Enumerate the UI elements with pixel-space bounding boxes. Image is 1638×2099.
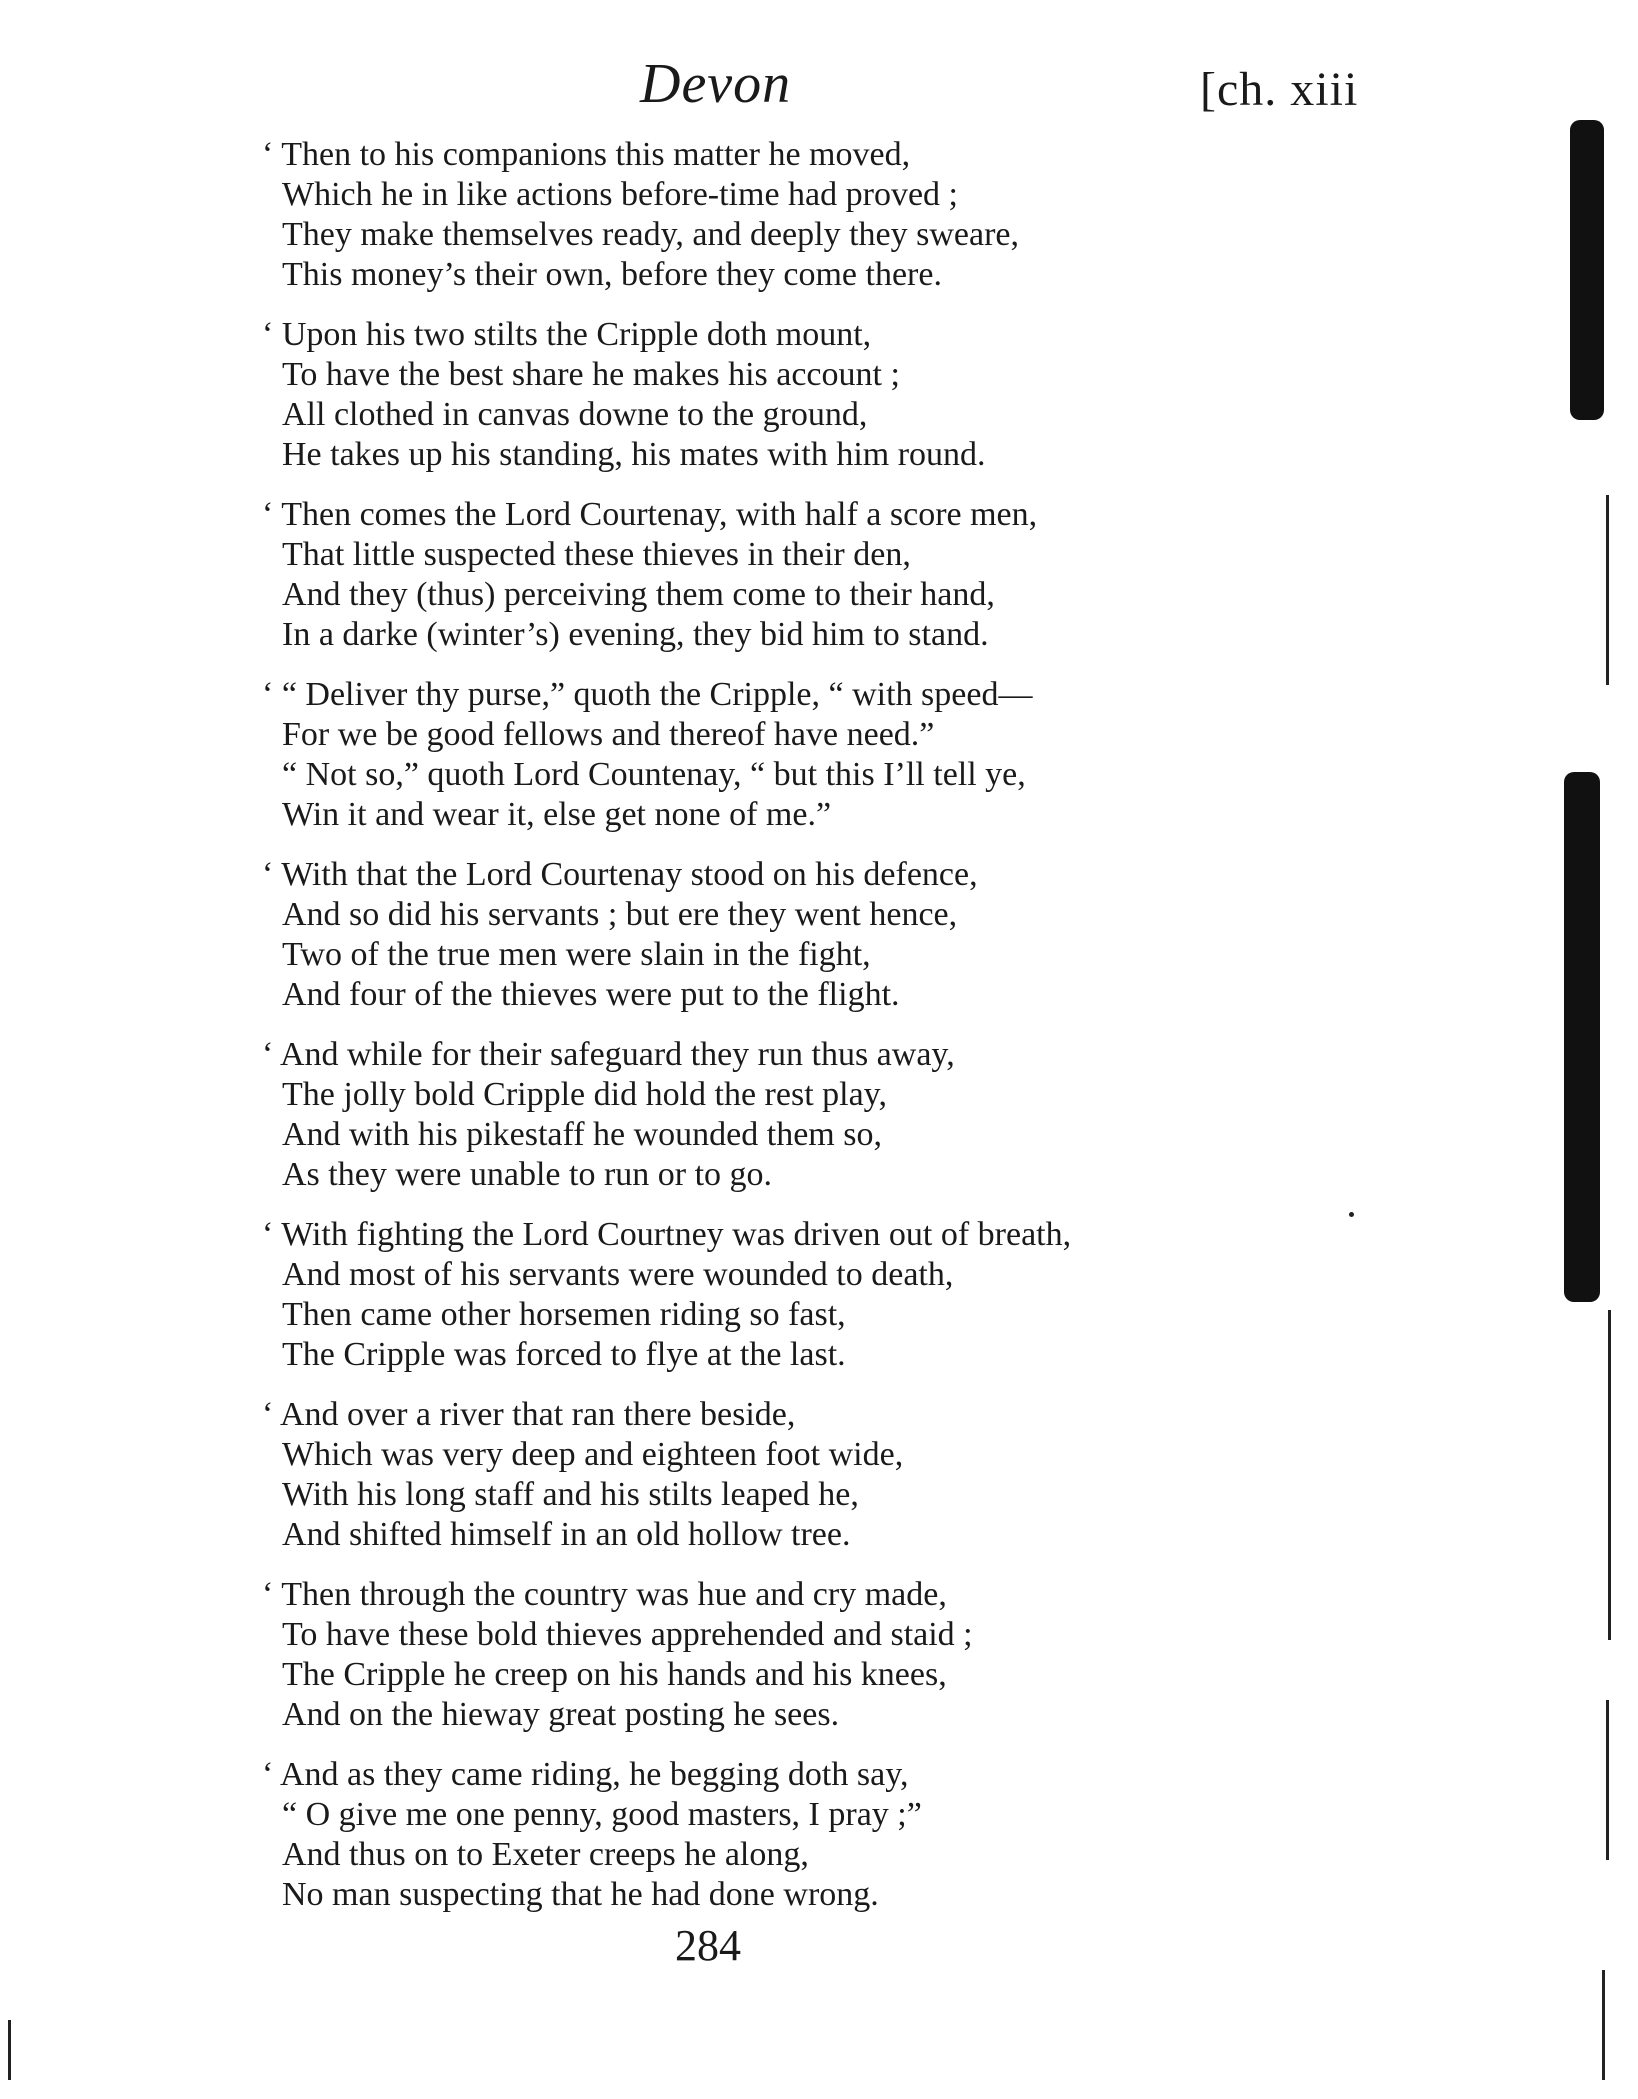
stanza bbox=[262, 675, 1342, 835]
poem-line: This money’s their own, before they come there. bbox=[282, 256, 942, 293]
stanza bbox=[262, 135, 1342, 295]
poem-line: Win it and wear it, else get none of me.” bbox=[282, 796, 832, 833]
stanza bbox=[262, 1575, 1342, 1735]
poem-line: And on the hieway great posting he sees. bbox=[282, 1696, 840, 1733]
poem-line: ‘ “ Deliver thy purse,” quoth the Cripple, “ with speed— bbox=[262, 676, 1033, 713]
scan-speck bbox=[1349, 1212, 1354, 1217]
running-head-title: Devon bbox=[640, 53, 792, 115]
stanza bbox=[262, 1755, 1342, 1915]
poem-line: ‘ And over a river that ran there beside, bbox=[262, 1396, 796, 1433]
poem-line: They make themselves ready, and deeply they sweare, bbox=[282, 216, 1019, 253]
poem-line: ‘ And as they came riding, he begging doth say, bbox=[262, 1756, 909, 1793]
poem-line: Which was very deep and eighteen foot wide, bbox=[282, 1436, 904, 1473]
poem-line: The Cripple he creep on his hands and his knees, bbox=[282, 1656, 947, 1693]
running-head-chapter: [ch. xiii bbox=[1200, 63, 1359, 116]
stanza bbox=[262, 495, 1342, 655]
scan-edge-line bbox=[8, 2020, 11, 2080]
poem-line: And shifted himself in an old hollow tree. bbox=[282, 1516, 851, 1553]
stanza bbox=[262, 1395, 1342, 1555]
stanza bbox=[262, 1215, 1342, 1375]
poem-line: ‘ Then comes the Lord Courtenay, with half a score men, bbox=[262, 496, 1038, 533]
stanza bbox=[262, 855, 1342, 1015]
stanza bbox=[262, 315, 1342, 475]
poem-line: Which he in like actions before-time had proved ; bbox=[282, 176, 958, 213]
scan-edge-line bbox=[1602, 1970, 1605, 2080]
poem-line: And with his pikestaff he wounded them so, bbox=[282, 1116, 882, 1153]
poem-line: ‘ Then to his companions this matter he moved, bbox=[262, 136, 911, 173]
poem-line: As they were unable to run or to go. bbox=[282, 1156, 773, 1193]
page-number: 284 bbox=[675, 1921, 741, 1970]
poem-line: ‘ Upon his two stilts the Cripple doth mount, bbox=[262, 316, 872, 353]
poem-line: Then came other horsemen riding so fast, bbox=[282, 1296, 846, 1333]
poem-line: And most of his servants were wounded to death, bbox=[282, 1256, 954, 1293]
poem-line: He takes up his standing, his mates with him round. bbox=[282, 436, 986, 473]
poem-line: “ Not so,” quoth Lord Countenay, “ but this I’ll tell ye, bbox=[282, 756, 1026, 793]
scan-edge-mark bbox=[1564, 772, 1600, 1302]
poem-line: The jolly bold Cripple did hold the rest play, bbox=[282, 1076, 887, 1113]
poem-line: In a darke (winter’s) evening, they bid him to stand. bbox=[282, 616, 989, 653]
poem-line: ‘ And while for their safeguard they run thus away, bbox=[262, 1036, 955, 1073]
poem bbox=[262, 135, 1342, 1915]
poem-line: All clothed in canvas downe to the ground, bbox=[282, 396, 868, 433]
poem-line: No man suspecting that he had done wrong. bbox=[282, 1876, 879, 1913]
poem-line: And four of the thieves were put to the flight. bbox=[282, 976, 900, 1013]
poem-line: To have the best share he makes his account ; bbox=[282, 356, 900, 393]
poem-line: Two of the true men were slain in the fight, bbox=[282, 936, 871, 973]
poem-line: ‘ With that the Lord Courtenay stood on his defence, bbox=[262, 856, 978, 893]
poem-line: “ O give me one penny, good masters, I pray ;” bbox=[282, 1796, 922, 1833]
scan-edge-line bbox=[1606, 495, 1609, 685]
scan-edge-line bbox=[1606, 1700, 1609, 1860]
poem-line: ‘ Then through the country was hue and cry made, bbox=[262, 1576, 947, 1613]
poem-line: And thus on to Exeter creeps he along, bbox=[282, 1836, 809, 1873]
poem-line: That little suspected these thieves in their den, bbox=[282, 536, 911, 573]
poem-line: For we be good fellows and thereof have need.” bbox=[282, 716, 935, 753]
scan-edge-mark bbox=[1570, 120, 1604, 420]
poem-line: The Cripple was forced to flye at the last. bbox=[282, 1336, 846, 1373]
scan-edge-line bbox=[1608, 1310, 1611, 1640]
poem-line: With his long staff and his stilts leaped he, bbox=[282, 1476, 859, 1513]
poem-line: And they (thus) perceiving them come to their hand, bbox=[282, 576, 995, 613]
poem-line: To have these bold thieves apprehended and staid ; bbox=[282, 1616, 973, 1653]
poem-line: And so did his servants ; but ere they went hence, bbox=[282, 896, 958, 933]
stanza bbox=[262, 1035, 1342, 1195]
poem-line: ‘ With fighting the Lord Courtney was driven out of breath, bbox=[262, 1216, 1072, 1253]
